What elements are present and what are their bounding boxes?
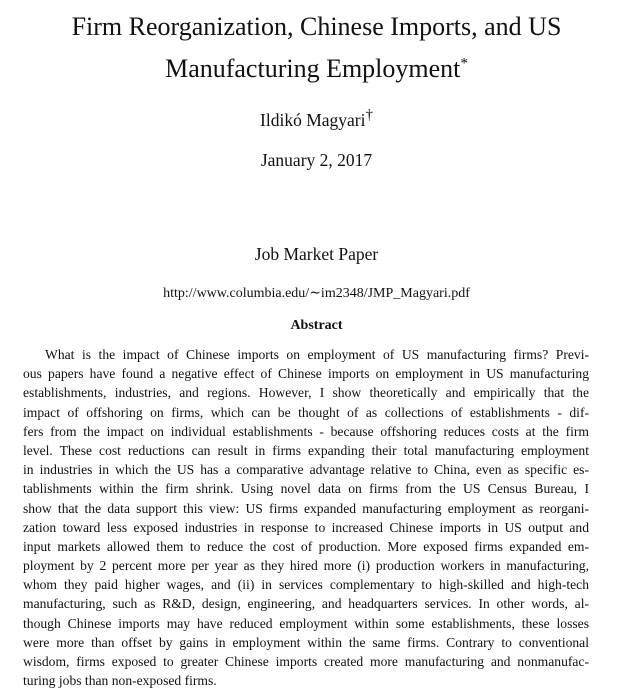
paper-type: Job Market Paper [254, 244, 379, 264]
abstract-line: turing jobs than non-exposed firms. [23, 673, 217, 689]
abstract-line: show that the data support this view: US firms expanded manufacturing employment as reorgani- [23, 500, 589, 516]
abstract-line: were more than offset by gains in employment within the same firms. Contrary to conventional [23, 634, 589, 650]
abstract-heading: Abstract [290, 318, 343, 333]
author [0, 107, 633, 131]
abstract-line: in industries in which the US has a comparative advantage relative to China, even as specific es- [23, 462, 589, 478]
abstract-line: zation toward less exposed industries in response to increased Chinese imports in US output and [23, 519, 589, 535]
paper-url[interactable]: http://www.columbia.edu/∼im2348/JMP_Magyari.pdf [163, 286, 470, 301]
title-line-2-text: Manufacturing Employment [165, 54, 461, 83]
title-line-1: Firm Reorganization, Chinese Imports, and US [71, 12, 562, 41]
author-footnote-mark: † [365, 107, 373, 124]
abstract-body [23, 345, 589, 690]
abstract-line: fers from the impact on individual establishments - because offshoring reduces costs at the firm [23, 423, 589, 439]
paper-title [0, 6, 633, 90]
abstract-line: though Chinese imports may have reduced employment within some establishments, these losses [23, 615, 589, 631]
abstract-line: level. These cost reductions can result in firms expanding their total manufacturing employment [23, 442, 589, 458]
abstract-line: ous papers have found a negative effect of Chinese imports on employment in US manufacturing [23, 366, 589, 382]
abstract-line: impact of offshoring on firms, which can be thought of as collections of establishments - dif- [23, 404, 589, 420]
paper-date: January 2, 2017 [260, 150, 373, 170]
abstract-line: wisdom, firms exposed to greater Chinese imports created more manufacturing and nonmanufac- [23, 654, 589, 669]
abstract-line: whom they paid higher wages, and (ii) in services complementary to high-skilled and high-tech [23, 577, 589, 593]
abstract-line: ployment by 2 percent more per year as they hired more (i) production workers in manufacturing, [23, 558, 589, 574]
author-name: Ildikó Magyari [260, 110, 366, 130]
title-line-2 [0, 48, 633, 90]
abstract-line: What is the impact of Chinese imports on employment of US manufacturing firms? Previ- [45, 347, 589, 362]
title-footnote-mark: * [460, 55, 468, 72]
abstract-line: input markets allowed them to reduce the cost of production. More exposed firms expanded em- [23, 538, 589, 554]
abstract-line: establishments, industries, and regions. However, I show theoretically and empirically that the [23, 385, 589, 401]
abstract-line: tablishments within the firm shrink. Using novel data on firms from the US Census Bureau, I [23, 481, 589, 497]
abstract-line: manufacturing, such as R&D, design, engineering, and headquarters services. In other words, al- [23, 596, 589, 612]
